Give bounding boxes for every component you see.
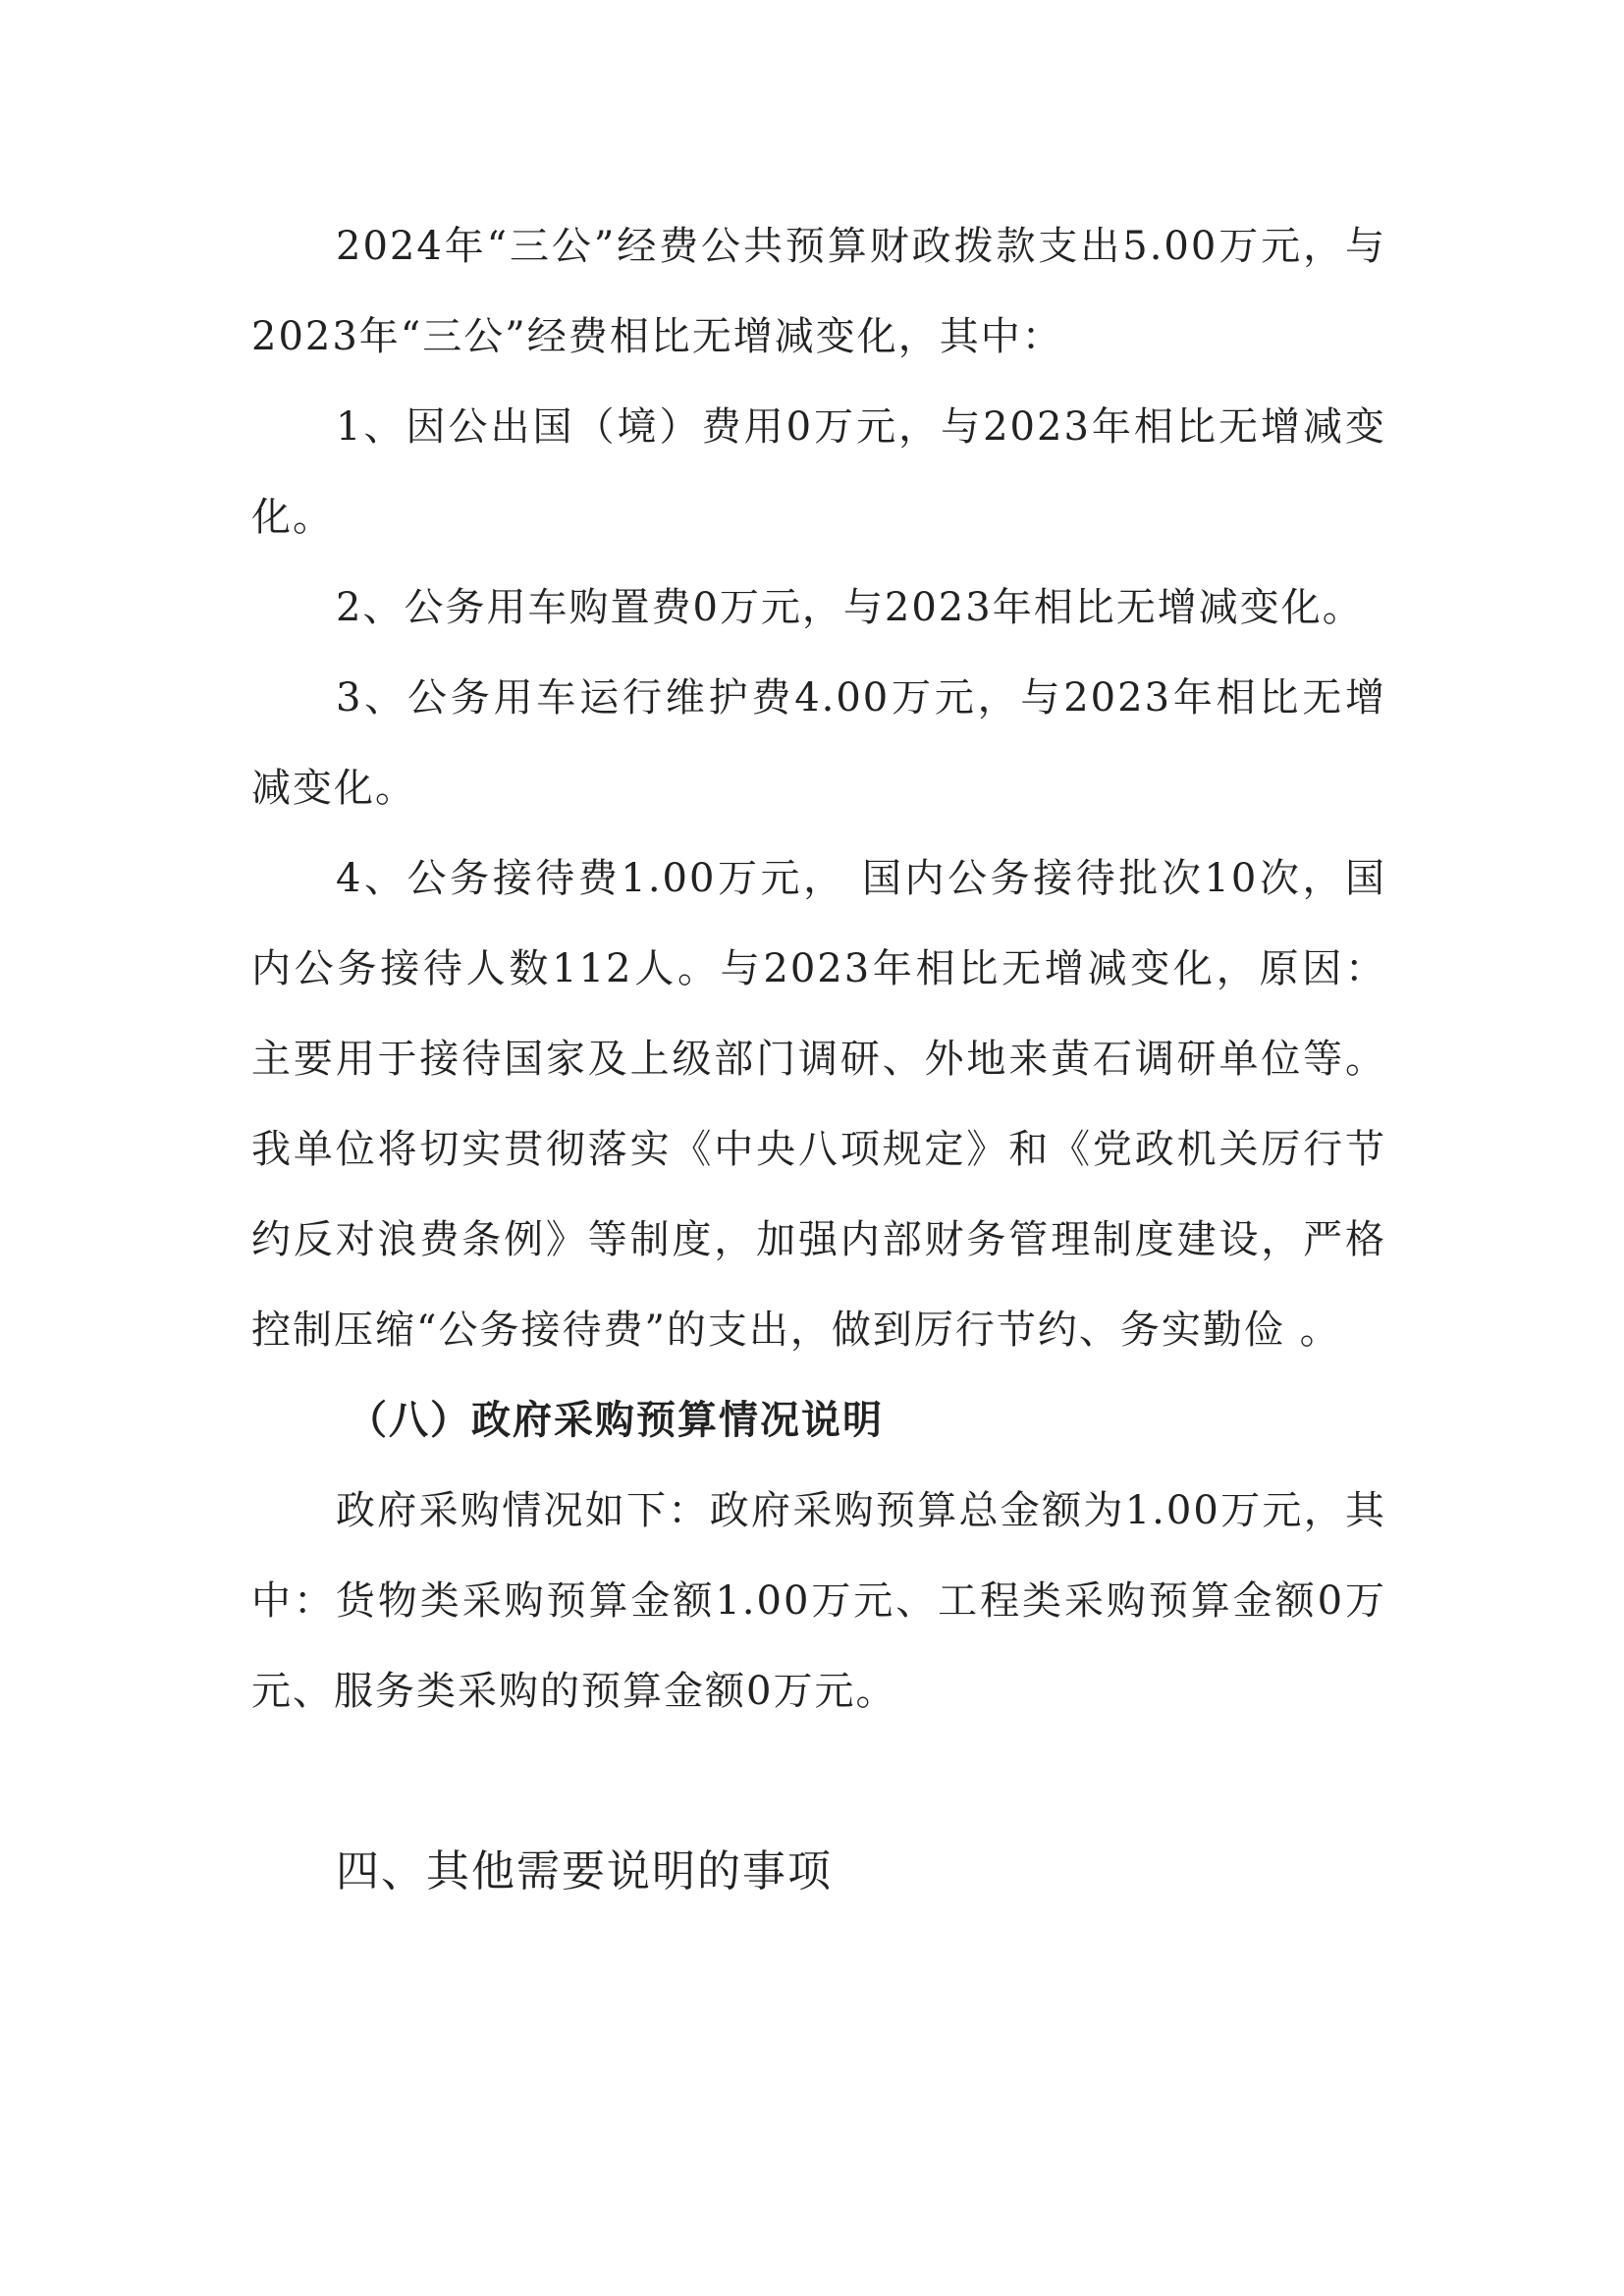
paragraph-vehicle-purchase: 2、公务用车购置费0万元，与2023年相比无增减变化。	[336, 585, 1364, 630]
subheading-government-procurement: （八）政府采购预算情况说明	[348, 1397, 884, 1443]
paragraph-official-reception: 4、公务接待费1.00万元， 国内公务接待批次10次，国内公务接待人数112人。与2023年相比无增减变化，原因：主要用于接待国家及上级部门调研、外地来黄石调研单位等。我单位将切实贯彻落实《中央八项规定》和《党政机关厉行节约反对浪费条例》等制度，加强内部财务管理制度建设，严格控制压缩“公务接待费”的支出，做到厉行节约、务实勤俭 。	[251, 856, 1386, 1353]
paragraph-vehicle-maintenance: 3、公务用车运行维护费4.00万元，与2023年相比无增减变化。	[251, 675, 1386, 811]
section-heading-other-matters: 四、其他需要说明的事项	[336, 1846, 833, 1896]
paragraph-government-procurement: 政府采购情况如下：政府采购预算总金额为1.00万元，其中：货物类采购预算金额1.00万元、工程类采购预算金额0万元、服务类采购的预算金额0万元。	[251, 1488, 1386, 1714]
document-body	[251, 201, 1386, 1917]
paragraph-overseas-travel: 1、因公出国（境）费用0万元，与2023年相比无增减变化。	[251, 404, 1386, 540]
paragraph-three-public-expenses-total: 2024年“三公”经费公共预算财政拨款支出5.00万元，与2023年“三公”经费相比无增减变化，其中：	[251, 224, 1386, 359]
